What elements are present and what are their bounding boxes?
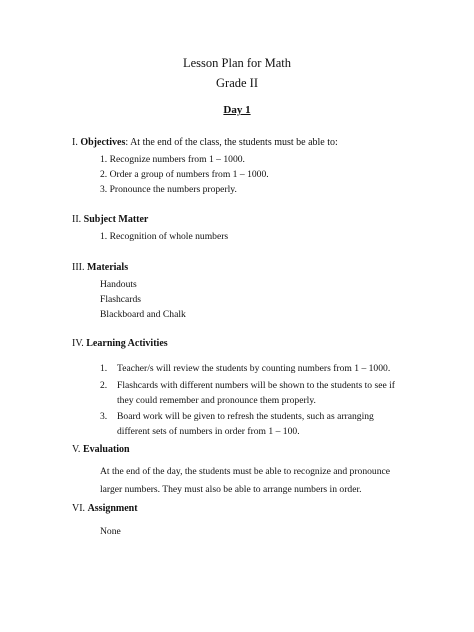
- activity-number: 2.: [100, 380, 108, 391]
- activity-number: 3.: [100, 411, 108, 422]
- materials-numeral: III.: [72, 262, 85, 273]
- assignment-text: None: [100, 526, 121, 537]
- evaluation-line: At the end of the day, the students must be able to recognize and pronounce: [100, 466, 391, 477]
- objectives-intro: : At the end of the class, the students must be able to:: [125, 137, 338, 148]
- evaluation-numeral: V.: [72, 444, 81, 455]
- activity-line: Flashcards with different numbers will be shown to the students to see if: [117, 380, 395, 391]
- objectives-numeral: I.: [72, 137, 78, 148]
- day-heading: Day 1: [223, 104, 251, 116]
- objective-item: 2. Order a group of numbers from 1 – 1000.: [100, 169, 269, 180]
- evaluation-title: Evaluation: [82, 444, 130, 455]
- assignment-numeral: VI.: [72, 503, 86, 514]
- subject-matter-numeral: II.: [72, 214, 82, 225]
- materials-item: Handouts: [100, 279, 137, 290]
- document-title: Lesson Plan for Math: [183, 56, 291, 70]
- learning-activities-title: Learning Activities: [86, 338, 168, 349]
- objective-item: 3. Pronounce the numbers properly.: [100, 184, 237, 195]
- activity-line: they could remember and pronounce them properly.: [117, 395, 316, 406]
- objective-item: 1. Recognize numbers from 1 – 1000.: [100, 154, 245, 165]
- materials-title: Materials: [87, 262, 129, 273]
- activity-number: 1.: [100, 363, 108, 374]
- learning-activities-heading: [72, 338, 168, 349]
- materials-item: Flashcards: [100, 294, 142, 305]
- assignment-heading: [72, 503, 138, 514]
- grade-label: Grade II: [216, 76, 258, 90]
- activity-line: Board work will be given to refresh the students, such as arranging: [117, 411, 374, 422]
- evaluation-line: larger numbers. They must also be able to arrange numbers in order.: [100, 484, 362, 495]
- materials-heading: [72, 262, 128, 273]
- evaluation-heading: [72, 444, 130, 455]
- objectives-title: Objectives: [80, 137, 126, 148]
- objectives-heading: [72, 137, 338, 148]
- learning-activities-numeral: IV.: [72, 338, 84, 349]
- subject-matter-heading: [72, 214, 148, 225]
- activity-line: different sets of numbers in order from 1 – 100.: [117, 426, 300, 437]
- materials-item: Blackboard and Chalk: [100, 309, 186, 320]
- subject-matter-item: 1. Recognition of whole numbers: [100, 231, 229, 242]
- activity-line: Teacher/s will review the students by counting numbers from 1 – 1000.: [117, 363, 391, 374]
- subject-matter-title: Subject Matter: [83, 214, 149, 225]
- assignment-title: Assignment: [87, 503, 138, 514]
